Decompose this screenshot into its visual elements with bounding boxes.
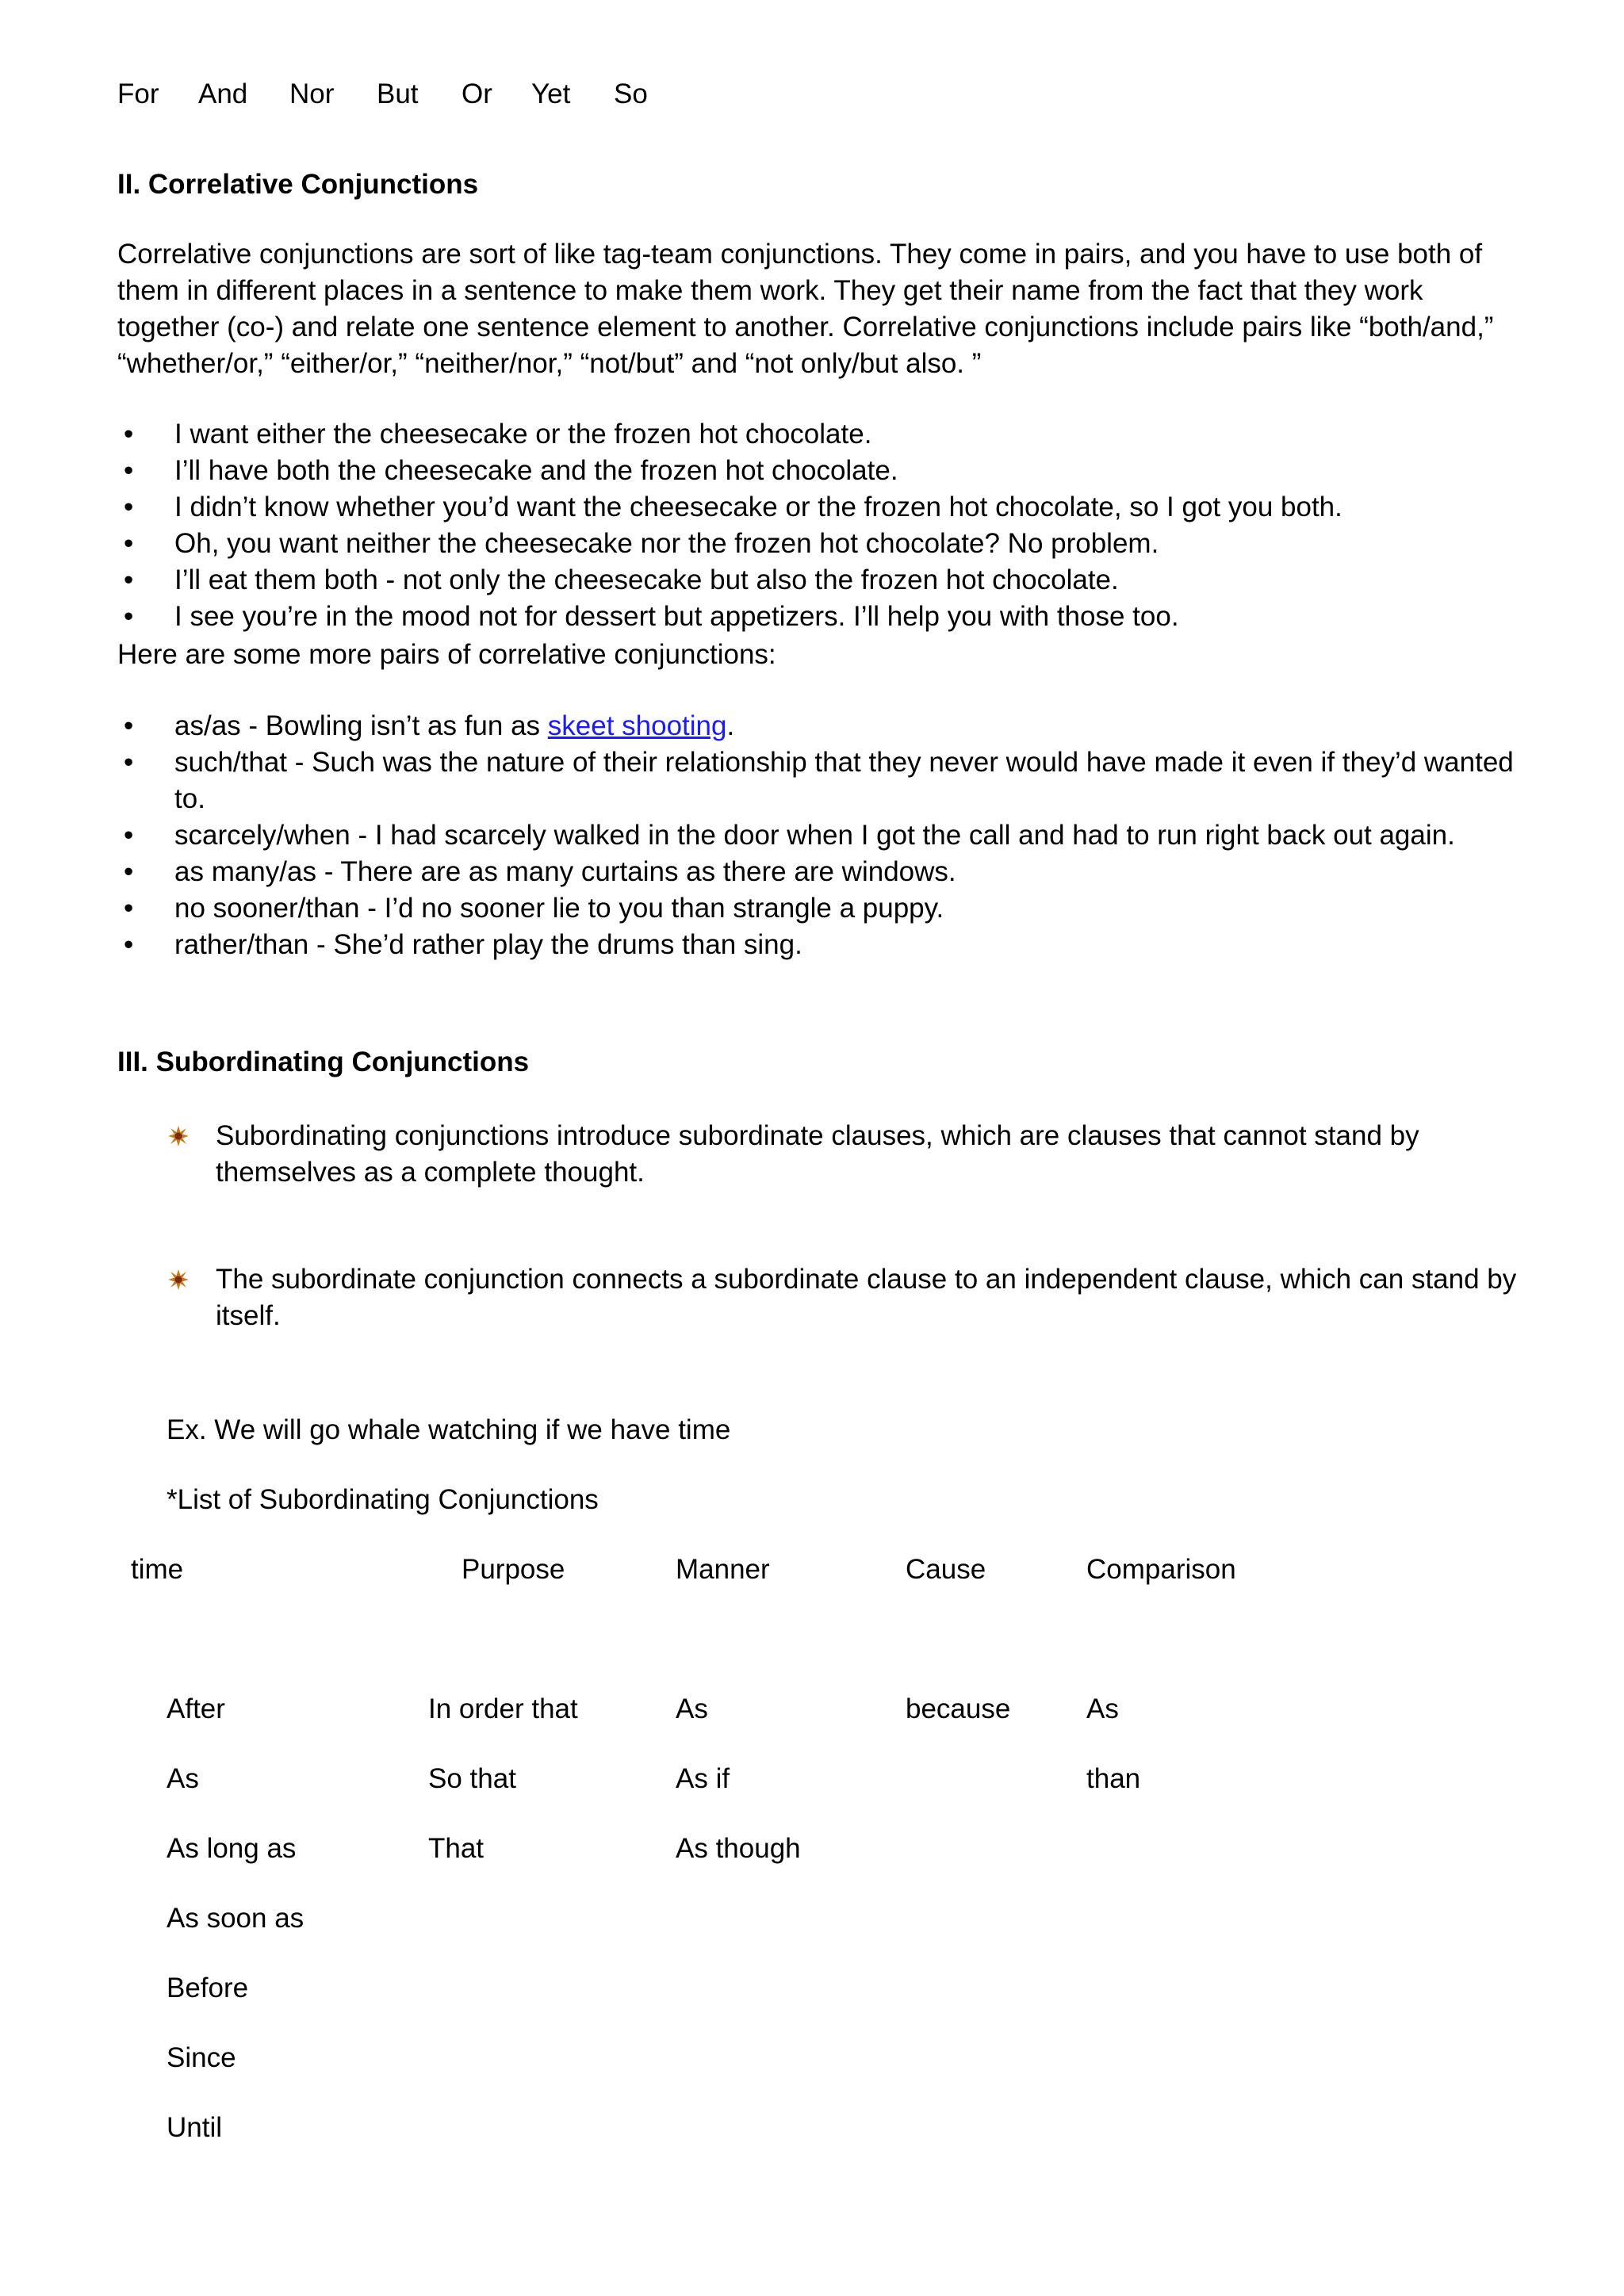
more-correlative-pairs-list	[117, 708, 1545, 963]
list-title: *List of Subordinating Conjunctions	[167, 1484, 599, 1515]
conj-word: So	[614, 78, 648, 109]
correlative-paragraph	[117, 236, 1545, 382]
table-cell: In order that	[428, 1693, 578, 1724]
table-cell: because	[906, 1693, 1011, 1724]
column-header-time: time	[131, 1554, 184, 1585]
table-cell: That	[428, 1833, 485, 1864]
bullet-icon: •	[124, 856, 134, 887]
table-cell: than	[1086, 1763, 1141, 1794]
list-item: • as many/as - There are as many curtains as there are windows.	[117, 854, 1545, 890]
list-item: • I want either the cheesecake or the frozen hot chocolate.	[117, 416, 1545, 453]
bullet-icon: •	[124, 455, 134, 486]
bullet-icon: •	[124, 710, 134, 741]
point-line: itself.	[216, 1300, 281, 1331]
bullet-icon: •	[124, 601, 134, 632]
list-item: • rather/than - She’d rather play the drums than sing.	[117, 927, 1545, 963]
column-header-purpose: Purpose	[462, 1554, 565, 1585]
section-heading-subordinating: III. Subordinating Conjunctions	[117, 1047, 530, 1077]
paragraph-line: together (co-) and relate one sentence element to another. Correlative conjunctions include pairs like “both/and,”	[117, 312, 1494, 342]
table-cell: As though	[676, 1833, 801, 1864]
list-item: • Oh, you want neither the cheesecake nor the frozen hot chocolate? No problem.	[117, 526, 1545, 562]
bullet-icon: •	[124, 492, 134, 522]
conj-word: And	[198, 78, 248, 109]
bullet-icon: •	[124, 528, 134, 559]
subordinating-point-1	[167, 1118, 1546, 1191]
list-item: • I’ll have both the cheesecake and the frozen hot chocolate.	[117, 453, 1545, 489]
column-header-manner: Manner	[676, 1554, 770, 1585]
list-item: • I see you’re in the mood not for dessert but appetizers. I’ll help you with those too.	[117, 599, 1545, 635]
bullet-icon: •	[124, 929, 134, 960]
paragraph-line: “whether/or,” “either/or,” “neither/nor,” “not/but” and “not only/but also. ”	[117, 348, 982, 379]
bullet-icon: •	[124, 419, 134, 450]
table-cell: As long as	[167, 1833, 297, 1864]
column-header-comparison: Comparison	[1086, 1554, 1236, 1585]
list-item: • I didn’t know whether you’d want the cheesecake or the frozen hot chocolate, so I got you both.	[117, 489, 1545, 526]
table-cell: After	[167, 1693, 225, 1724]
column-header-cause: Cause	[906, 1554, 986, 1585]
table-cell: Until	[167, 2112, 223, 2143]
point-line: The subordinate conjunction connects a subordinate clause to an independent clause, which can stand by	[216, 1264, 1517, 1295]
table-cell: As	[1086, 1693, 1119, 1724]
bullet-icon: •	[124, 893, 134, 924]
list-item: • no sooner/than - I’d no sooner lie to you than strangle a puppy.	[117, 890, 1545, 927]
table-cell: As if	[676, 1763, 730, 1794]
example-sentence: Ex. We will go whale watching if we have time	[167, 1414, 731, 1445]
table-cell: Since	[167, 2042, 236, 2073]
subordinating-point-2	[167, 1261, 1546, 1334]
list-item: • as/as - Bowling isn’t as fun as skeet shooting.	[117, 708, 1545, 744]
table-cell: As	[676, 1693, 708, 1724]
section-heading-correlative: II. Correlative Conjunctions	[117, 169, 479, 200]
paragraph-line: them in different places in a sentence to make them work. They get their name from the fact that they work	[117, 275, 1423, 306]
correlative-examples-list	[117, 416, 1545, 635]
conj-word: Yet	[531, 78, 571, 109]
point-line: themselves as a complete thought.	[216, 1157, 645, 1188]
conj-word: Nor	[289, 78, 335, 109]
more-pairs-intro: Here are some more pairs of correlative conjunctions:	[117, 639, 776, 670]
list-item: • such/that - Such was the nature of their relationship that they never would have made it even if they’d wanted to.	[117, 744, 1545, 817]
conj-word: For	[117, 78, 159, 109]
point-line: Subordinating conjunctions introduce subordinate clauses, which are clauses that cannot stand by	[216, 1120, 1419, 1151]
table-cell: As	[167, 1763, 199, 1794]
conj-word: Or	[462, 78, 492, 109]
table-cell: Before	[167, 1973, 249, 2003]
list-item: • scarcely/when - I had scarcely walked in the door when I got the call and had to run right back out again.	[117, 817, 1545, 854]
list-item: • I’ll eat them both - not only the cheesecake but also the frozen hot chocolate.	[117, 562, 1545, 599]
bullet-icon: •	[124, 820, 134, 851]
paragraph-line: Correlative conjunctions are sort of like tag-team conjunctions. They come in pairs, and you have to use both of	[117, 239, 1483, 270]
table-cell: As soon as	[167, 1903, 304, 1934]
table-cell: So that	[428, 1763, 516, 1794]
conj-word: But	[377, 78, 419, 109]
skeet-shooting-link[interactable]: skeet shooting	[547, 710, 727, 741]
bullet-icon: •	[124, 564, 134, 595]
bullet-icon: •	[124, 747, 134, 778]
